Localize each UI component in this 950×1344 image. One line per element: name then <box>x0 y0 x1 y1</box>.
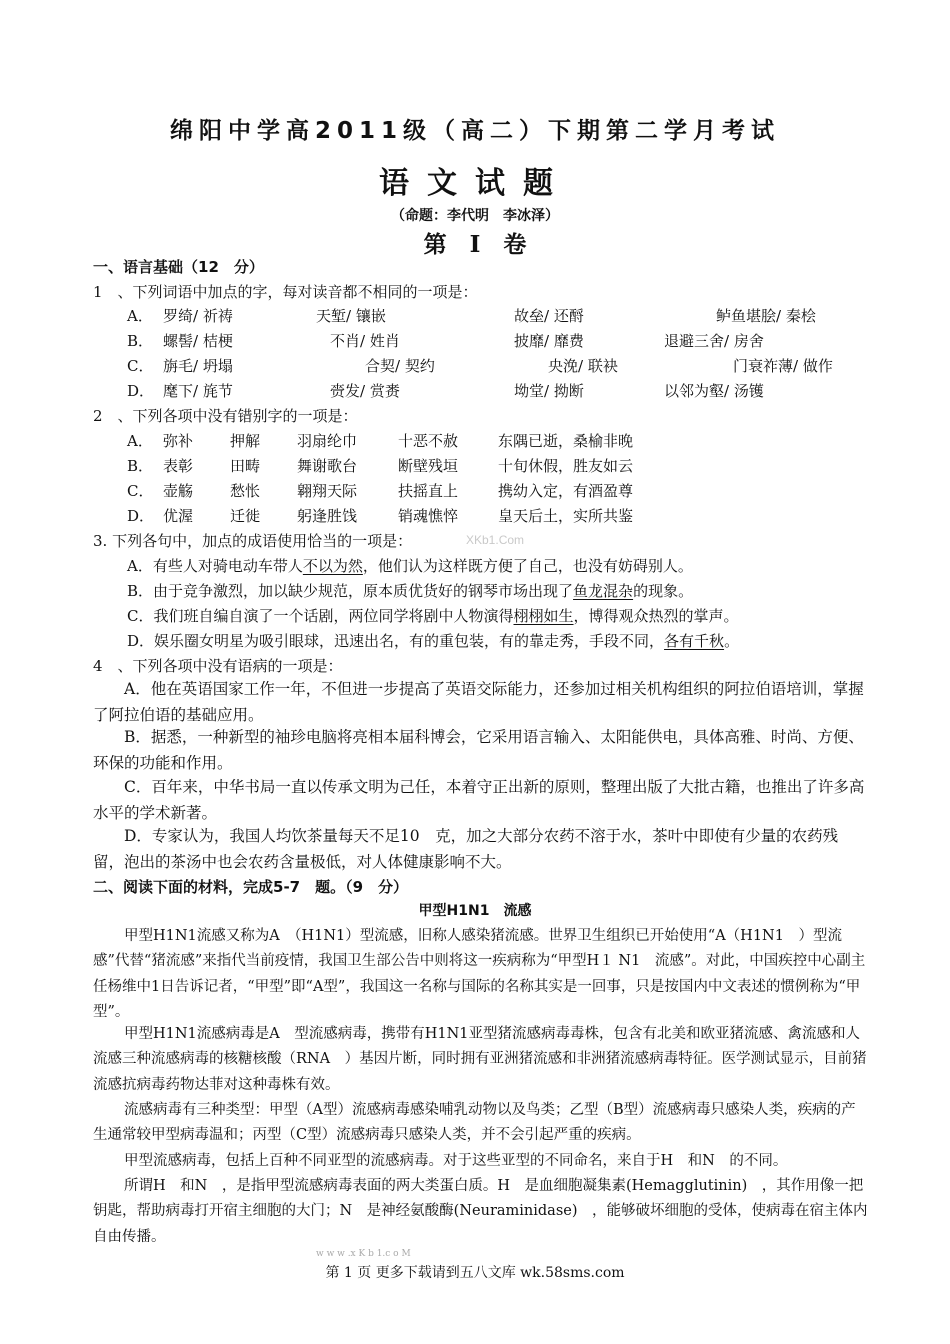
q1-option-letter: B． <box>127 332 154 350</box>
q2-option-word: 扶摇直上 <box>398 482 459 500</box>
option-letter: A． <box>127 557 153 575</box>
q2-option-word: 舞谢歌台 <box>297 457 358 475</box>
q1-option-letter: C． <box>127 357 154 375</box>
q1-option-word: 赍发/ 赏赉 <box>330 382 400 400</box>
q1-option-word: 以邻为壑/ 汤镬 <box>664 382 764 400</box>
q1-option-word: 合契/ 契约 <box>365 357 435 375</box>
q3-option-a <box>127 555 693 576</box>
option-letter: B． <box>127 582 154 600</box>
idiom: 鱼龙混杂 <box>573 582 634 600</box>
q1-option-word: 不肖/ 姓肖 <box>330 332 400 350</box>
q2-option-letter: D． <box>127 507 155 525</box>
watermark-text: XKb1.Com <box>466 533 525 547</box>
q2-option-word: 羽扇纶巾 <box>297 432 358 450</box>
q2-option-word: 东隅已逝，桑榆非晚 <box>498 432 634 450</box>
q1-option-word: 央浼/ 联袂 <box>548 357 618 375</box>
q2-option-word: 断壁残垣 <box>398 457 459 475</box>
q2-option-letter: A． <box>127 432 153 450</box>
article-paragraph: 所谓H 和N ，是指甲型流感病毒表面的两大类蛋白质。H 是血细胞凝集素(Hemagglutinin) ，其作用像一把钥匙，帮助病毒打开宿主细胞的大门；N 是神经氨酸酶(Neuraminidase) ，能够破坏细胞的受体，使病毒在宿主体内自由传播。 <box>93 1178 868 1245</box>
option-text: 的现象。 <box>633 582 694 600</box>
option-text: 有些人对骑电动车带人 <box>152 557 303 575</box>
option-text: ，博得观众热烈的掌声。 <box>573 607 739 625</box>
q2-option-word: 销魂憔悴 <box>398 507 459 525</box>
article-paragraph: 流感病毒有三种类型：甲型（A型）流感病毒感染哺乳动物以及鸟类；乙型（B型）流感病毒只感染人类，疾病的产生通常较甲型病毒温和；丙型（C型）流感病毒只感染人类，并不会引起严重的疾病。 <box>93 1102 856 1144</box>
section2-heading: 二、阅读下面的材料，完成5-7 题。（9 分） <box>93 878 409 896</box>
article-paragraph: 甲型流感病毒，包括上百种不同亚型的流感病毒。对于这些亚型的不同命名，来自于H 和N 的不同。 <box>124 1153 788 1169</box>
q1-option-word: 故垒/ 还酹 <box>514 307 584 325</box>
q2-option-word: 弥补 <box>163 432 194 450</box>
exam-subtitle: 语文试题 <box>379 166 571 201</box>
page-footer: 第 1 页 更多下载请到五八文库 wk.58sms.com <box>325 1265 625 1281</box>
q3-option-c <box>127 605 739 626</box>
exam-title: 绵阳中学高2011级（高二）下期第二学月考试 <box>169 118 780 144</box>
q1-option-word: 坳堂/ 拗断 <box>514 382 584 400</box>
q4-option-b: B．据悉，一种新型的袖珍电脑将亮相本届科博会，它采用语言输入、太阳能供电，具体高雅、时尚、方便、环保的功能和作用。 <box>93 728 864 772</box>
section1-heading: 一、语言基础（12 分） <box>93 258 264 276</box>
q3-stem: 3. 下列各句中，加点的成语使用恰当的一项是： <box>93 532 413 550</box>
q2-option-word: 携幼入定，有酒盈尊 <box>498 482 634 500</box>
q1-option-word: 披靡/ 靡费 <box>514 332 584 350</box>
q2-option-letter: B． <box>127 457 154 475</box>
q2-option-word: 优渥 <box>163 507 194 525</box>
q2-option-word: 翱翔天际 <box>297 482 358 500</box>
option-letter: C． <box>127 607 154 625</box>
q2-option-word: 押解 <box>230 432 261 450</box>
idiom: 各有千秋 <box>664 632 725 650</box>
q2-option-word: 十旬休假，胜友如云 <box>498 457 634 475</box>
footer-watermark: w w w .x K b 1.c o M <box>316 1249 411 1259</box>
q2-option-word: 表彰 <box>163 457 194 475</box>
option-text: 我们班自编自演了一个话剧，两位同学将剧中人物演得 <box>153 607 514 625</box>
article-paragraph: 甲型H1N1流感病毒是A 型流感病毒，携带有H1N1亚型猪流感病毒毒株，包含有北美和欧亚猪流感、禽流感和人流感三种流感病毒的核糖核酸（RNA ）基因片断，同时拥有亚洲猪流感和非洲猪流感病毒特征。医学测试显示，目前猪流感抗病毒药物达菲对这种毒株有效。 <box>93 1026 867 1093</box>
q1-option-word: 罗绮/ 祈祷 <box>163 307 233 325</box>
q4-stem: 4 、下列各项中没有语病的一项是： <box>93 657 343 675</box>
q4-option-c: C．百年来，中华书局一直以传承文明为己任，本着守正出新的原则，整理出版了大批古籍，也推出了许多高水平的学术新著。 <box>93 778 865 822</box>
volume-heading: 第 Ⅰ 卷 <box>423 231 527 258</box>
q2-option-word: 田畴 <box>230 457 261 475</box>
q2-option-word: 迁徙 <box>230 507 261 525</box>
q2-option-word: 皇天后土，实所共鉴 <box>498 507 634 525</box>
option-text: 由于竞争激烈，加以缺少规范，原本质优货好的钢琴市场出现了 <box>153 582 574 600</box>
q3-option-b <box>127 580 693 601</box>
q2-option-word: 愁怅 <box>230 482 261 500</box>
q1-option-letter: D． <box>127 382 155 400</box>
article-paragraph: 甲型H1N1流感又称为A （H1N1）型流感，旧称人感染猪流感。世界卫生组织已开始使用“A（H1N1 ）型流感”代替“猪流感”来指代当前疫情，我国卫生部公告中则将这一疾病称为“甲型H１ N1 流感”。对此，中国疾控中心副主任杨维中1日告诉记者，“甲型”即“A型”，我国这一名称与国际的名称其实是一回事，只是按国内中文表述的惯例称为“甲型”。 <box>93 928 866 1020</box>
q1-option-word: 天堑/ 镶嵌 <box>316 307 386 325</box>
option-text: 。 <box>724 632 740 650</box>
option-text: ，他们认为这样既方便了自己，也没有妨碍别人。 <box>362 557 693 575</box>
q1-option-word: 螺髻/ 桔梗 <box>163 332 233 350</box>
q1-option-word: 门衰祚薄/ 做作 <box>733 357 833 375</box>
q1-option-word: 退避三舍/ 房舍 <box>664 332 764 350</box>
q3-option-d <box>127 630 739 651</box>
article-title: 甲型H1N1 流感 <box>418 903 532 919</box>
exam-authors: （命题：李代明 李冰泽） <box>391 208 559 224</box>
q1-option-word: 旃毛/ 坍塌 <box>163 357 233 375</box>
q2-option-word: 十恶不赦 <box>398 432 459 450</box>
q1-option-letter: A． <box>127 307 153 325</box>
q1-option-word: 鲈鱼堪脍/ 秦桧 <box>716 307 816 325</box>
q1-stem: 1 、下列词语中加点的字，每对读音都不相同的一项是： <box>93 283 478 301</box>
q2-option-letter: C． <box>127 482 154 500</box>
option-text: 娱乐圈女明星为吸引眼球，迅速出名，有的重包装，有的靠走秀，手段不同， <box>154 632 665 650</box>
idiom: 不以为然 <box>302 557 363 575</box>
q2-option-word: 壶觞 <box>163 482 194 500</box>
q2-stem: 2 、下列各项中没有错别字的一项是： <box>93 407 358 425</box>
q2-option-word: 躬逢胜饯 <box>297 507 358 525</box>
idiom: 栩栩如生 <box>513 607 574 625</box>
option-letter: D． <box>127 632 155 650</box>
q1-option-word: 麾下/ 旄节 <box>163 382 233 400</box>
q4-option-a: A．他在英语国家工作一年，不但进一步提高了英语交际能力，还参加过相关机构组织的阿拉伯语培训，掌握了阿拉伯语的基础应用。 <box>93 680 864 724</box>
q4-option-d: D．专家认为，我国人均饮茶量每天不足10 克，加之大部分农药不溶于水，茶叶中即使有少量的农药残留，泡出的茶汤中也会农药含量极低，对人体健康影响不大。 <box>93 827 839 871</box>
